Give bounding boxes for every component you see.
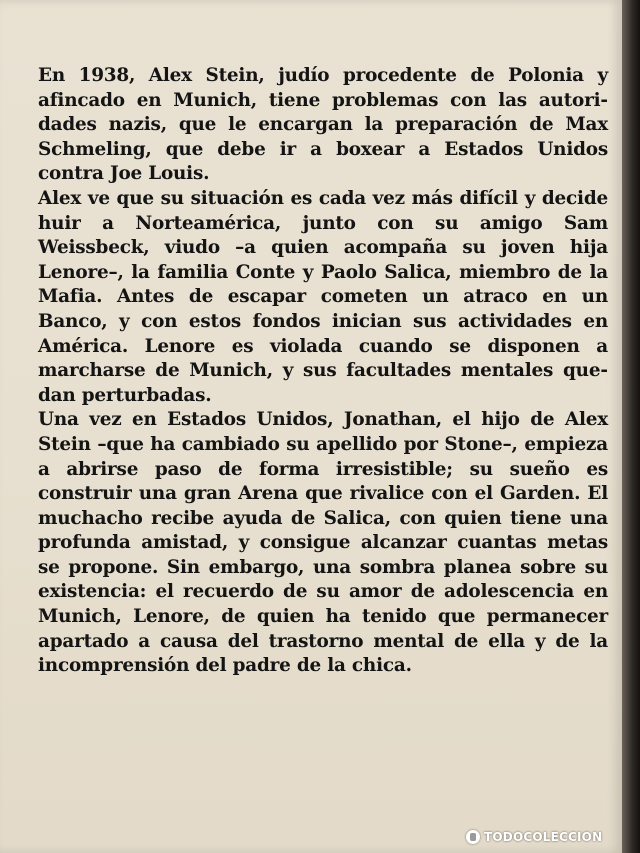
watermark (466, 826, 636, 848)
book-page-edge (622, 0, 640, 853)
synopsis-text (38, 64, 608, 679)
synopsis-paragraph-3: Una vez en Estados Unidos, Jonathan, el hijo de Alex Stein –que ha cambiado su apellido por Stone–, empieza a abrirse paso de forma irresistible; su sueño es construir una gran Arena que rivalice con el Garden. El muchacho recibe ayuda de Salica, con quien tiene una profunda amistad, y consigue alcanzar cuantas metas se propone. Sin embargo, una sombra planea sobre su existencia: el recuerdo de su amor de adolescencia en Munich, Lenore, de quien ha tenido que permanecer apartado a causa del trastorno mental de ella y de la incomprensión del padre de la chica. (38, 409, 608, 677)
watermark-text: TODOCOLECCION (484, 830, 603, 844)
coin-logo-icon (466, 830, 480, 844)
synopsis-paragraph-2: Alex ve que su situación es cada vez más difícil y decide huir a Norteamérica, junto con su amigo Sam Weissbeck, viudo –a quien acompaña su joven hija Lenore–, la familia Conte y Paolo Salica, miembro de la Mafia. Antes de escapar cometen un atraco en un Banco, y con estos fondos inician sus actividades en América. Lenore es violada cuando se disponen a marcharse de Munich, y sus facultades mentales quedan perturbadas. (38, 187, 608, 406)
synopsis-paragraph-1: En 1938, Alex Stein, judío procedente de Polonia y afincado en Munich, tiene problemas con las autoridades nazis, que le encargan la preparación de Max Schmeling, que debe ir a boxear a Estados Unidos contra Joe Louis. (38, 65, 608, 185)
